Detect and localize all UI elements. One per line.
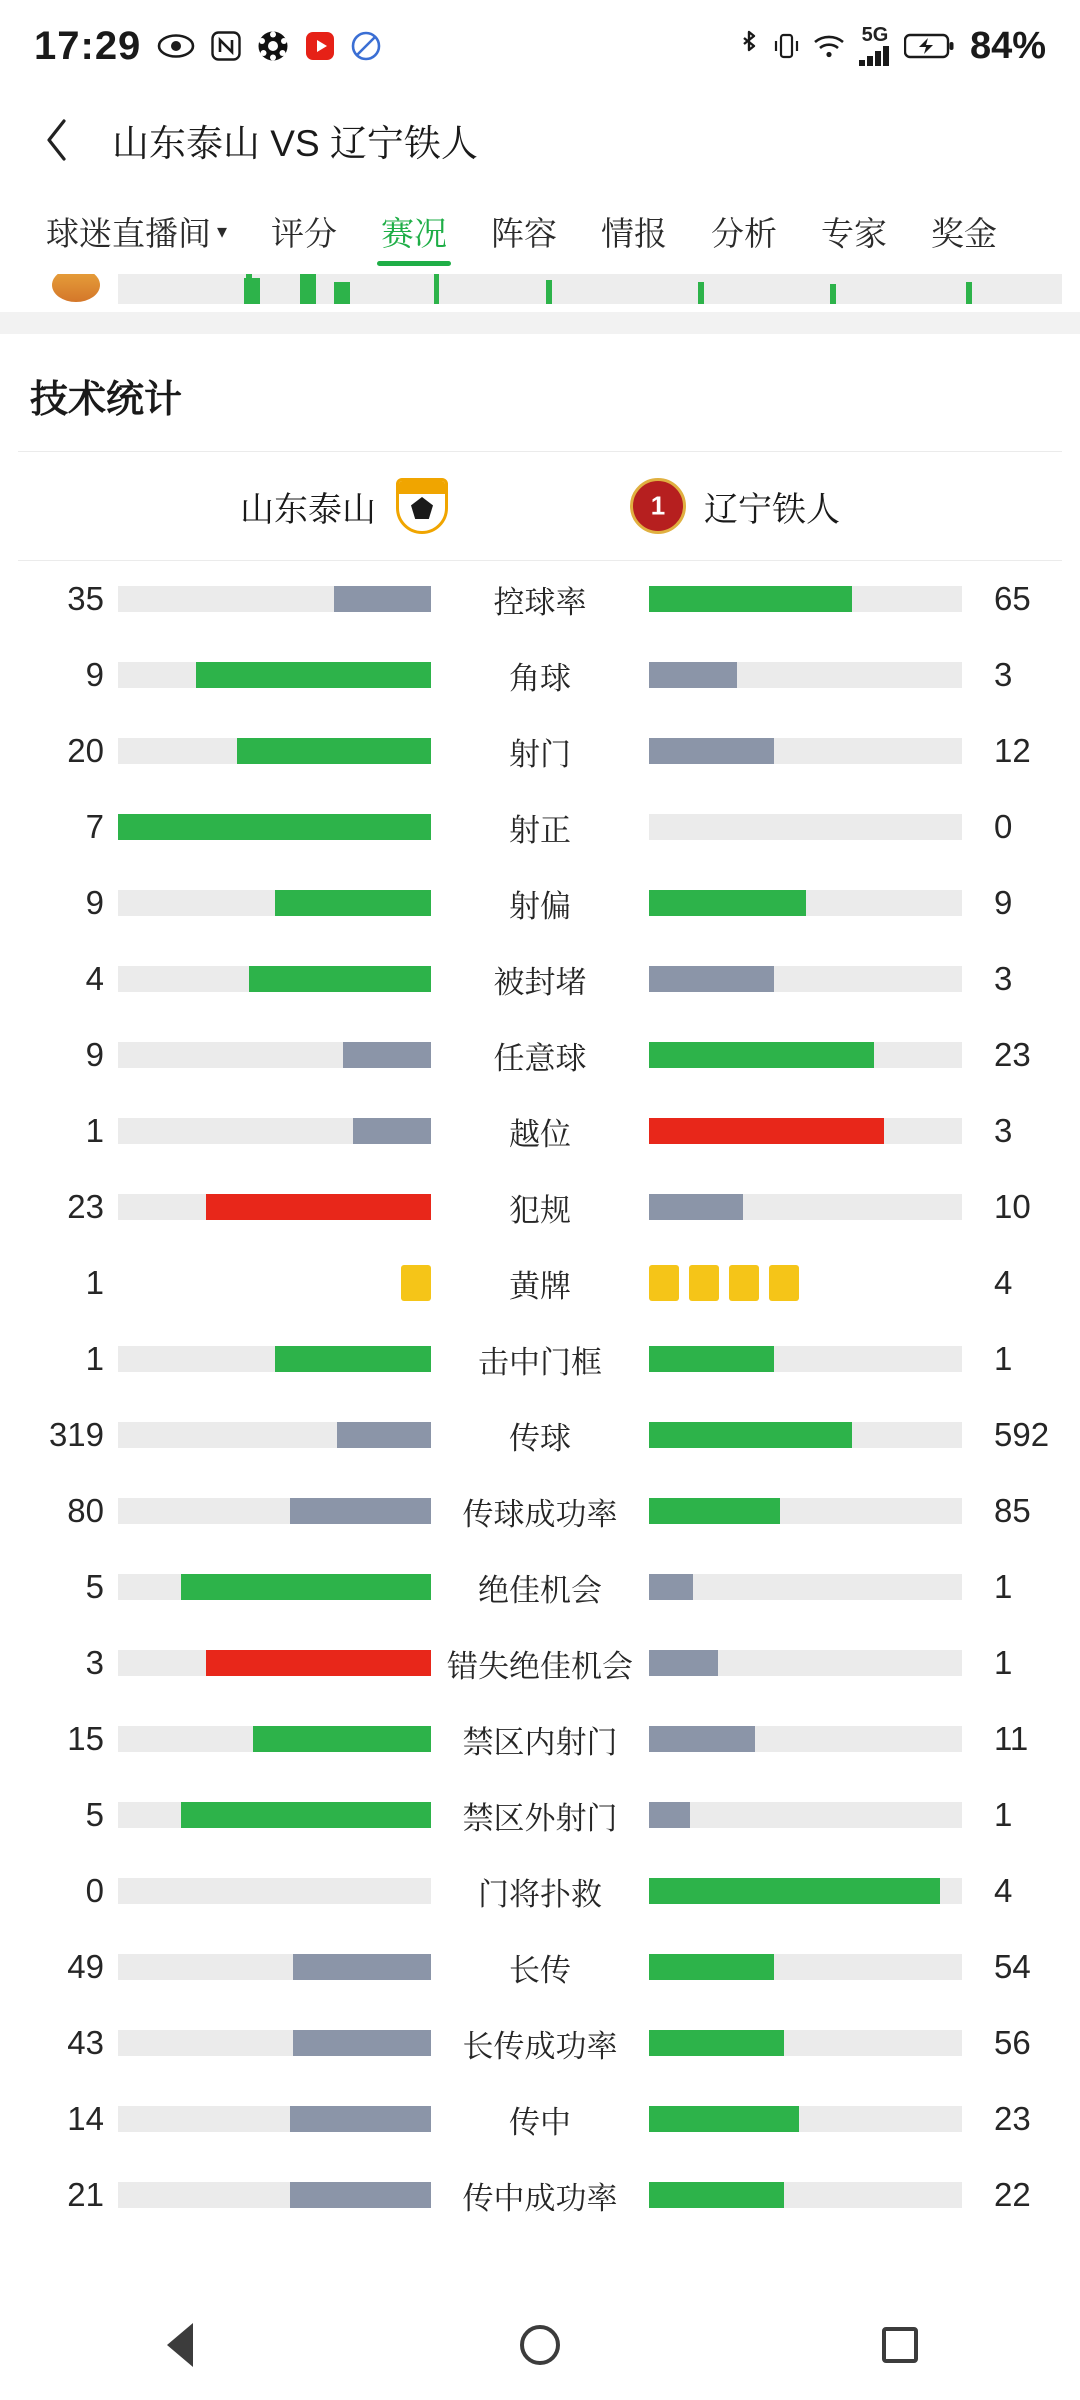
tab-label: 情报	[601, 214, 668, 252]
away-value: 10	[994, 1188, 1031, 1225]
stat-label: 错失绝佳机会	[447, 1648, 633, 1684]
away-value: 23	[994, 2100, 1031, 2137]
tab-expert[interactable]	[799, 188, 909, 274]
stat-row	[0, 1929, 1080, 2005]
home-bar-track	[118, 1954, 431, 1980]
home-bar-fill	[237, 738, 431, 764]
nav-recent-icon[interactable]	[878, 2323, 922, 2367]
away-value: 56	[994, 2024, 1031, 2061]
stat-label: 犯规	[509, 1192, 571, 1228]
away-value: 4	[994, 1872, 1013, 1909]
away-yellow-cards	[649, 1270, 962, 1296]
home-bar-fill	[253, 1726, 431, 1752]
stat-label: 角球	[509, 660, 571, 696]
stat-label: 射偏	[509, 888, 571, 924]
away-bar-fill	[649, 890, 806, 916]
nav-home-icon[interactable]	[518, 2323, 562, 2367]
away-team	[630, 478, 840, 534]
eye-icon	[157, 33, 195, 59]
home-bar-fill	[206, 1650, 431, 1676]
away-bar-track	[649, 1042, 962, 1068]
battery-percent: 84%	[969, 24, 1046, 67]
section-gap	[0, 312, 1080, 334]
stat-row	[0, 561, 1080, 637]
stat-label: 被封堵	[493, 964, 587, 1000]
away-bar-track	[649, 586, 962, 612]
home-bar-fill	[275, 1346, 432, 1372]
stat-row	[0, 941, 1080, 1017]
home-bar-fill	[181, 1802, 431, 1828]
stat-label: 门将扑救	[478, 1876, 602, 1912]
away-bar-fill	[649, 1346, 774, 1372]
home-bar-fill	[118, 814, 431, 840]
yellow-card-icon	[689, 1265, 719, 1301]
chevron-down-icon: ▾	[217, 220, 228, 243]
home-value: 9	[85, 884, 104, 921]
tab-label: 专家	[821, 214, 888, 252]
home-value: 21	[67, 2176, 104, 2213]
away-bar-track	[649, 1346, 962, 1372]
home-bar-fill	[353, 1118, 431, 1144]
stat-label: 传球成功率	[462, 1496, 618, 1532]
stat-label: 长传	[509, 1952, 571, 1988]
avatar	[52, 274, 100, 302]
home-value: 14	[67, 2100, 104, 2137]
home-value: 9	[85, 656, 104, 693]
home-value: 49	[67, 1948, 104, 1985]
away-bar-fill	[649, 662, 737, 688]
back-button[interactable]	[30, 113, 84, 167]
home-bar-fill	[196, 662, 431, 688]
home-value: 1	[85, 1264, 104, 1301]
home-value: 0	[85, 1872, 104, 1909]
home-value: 43	[67, 2024, 104, 2061]
stat-row	[0, 1169, 1080, 1245]
stat-label: 绝佳机会	[478, 1572, 602, 1608]
home-yellow-cards	[118, 1270, 431, 1296]
status-bar	[0, 0, 1080, 92]
away-value: 9	[994, 884, 1013, 921]
yellow-card-icon	[401, 1265, 431, 1301]
home-bar-track	[118, 2030, 431, 2056]
away-value: 592	[994, 1416, 1050, 1453]
tab-label: 赛况	[381, 214, 448, 252]
away-bar-track	[649, 1422, 962, 1448]
timeline-strip	[0, 274, 1080, 312]
home-value: 319	[48, 1416, 104, 1453]
stat-row	[0, 1017, 1080, 1093]
away-bar-track	[649, 1574, 962, 1600]
away-bar-track	[649, 738, 962, 764]
status-bar-left	[34, 24, 381, 69]
section-title: 技术统计	[0, 334, 1080, 451]
home-bar-track	[118, 1802, 431, 1828]
away-value: 1	[994, 1568, 1013, 1605]
away-bar-track	[649, 1954, 962, 1980]
home-bar-fill	[275, 890, 432, 916]
home-bar-track	[118, 1346, 431, 1372]
away-bar-fill	[649, 2106, 799, 2132]
soccer-app-icon	[257, 30, 289, 62]
away-value: 3	[994, 1112, 1013, 1149]
page-title: 山东泰山 VS 辽宁铁人	[112, 123, 478, 164]
stat-row	[0, 1625, 1080, 1701]
timeline-marker	[434, 274, 439, 304]
home-value: 9	[85, 1036, 104, 1073]
timeline-tick	[300, 274, 316, 304]
battery-charging-icon	[904, 32, 954, 60]
away-bar-fill	[649, 1802, 690, 1828]
away-bar-track	[649, 1194, 962, 1220]
away-value: 1	[994, 1644, 1013, 1681]
away-bar-fill	[649, 1726, 755, 1752]
stat-row	[0, 865, 1080, 941]
away-bar-fill	[649, 1954, 774, 1980]
away-value: 54	[994, 1948, 1031, 1985]
home-bar-track	[118, 1574, 431, 1600]
home-value: 35	[67, 580, 104, 617]
home-bar-fill	[206, 1194, 431, 1220]
home-bar-fill	[181, 1574, 431, 1600]
stat-row	[0, 1853, 1080, 1929]
yellow-card-icon	[649, 1265, 679, 1301]
blocked-icon	[351, 31, 381, 61]
away-value: 12	[994, 732, 1031, 769]
tab-label: 球迷直播间	[46, 214, 211, 252]
stat-label: 黄牌	[509, 1268, 571, 1304]
away-bar-fill	[649, 2182, 784, 2208]
tab-match-status[interactable]	[359, 188, 469, 274]
home-bar-track	[118, 738, 431, 764]
away-bar-track	[649, 1878, 962, 1904]
home-bar-track	[118, 2106, 431, 2132]
stat-row	[0, 1245, 1080, 1321]
stat-row	[0, 2005, 1080, 2081]
away-value: 3	[994, 656, 1013, 693]
away-bar-fill	[649, 1878, 940, 1904]
away-bar-fill	[649, 738, 774, 764]
timeline-tick	[830, 284, 836, 304]
signal-5g-icon	[858, 25, 892, 67]
away-value: 65	[994, 580, 1031, 617]
away-bar-track	[649, 814, 962, 840]
home-value: 1	[85, 1340, 104, 1377]
away-bar-fill	[649, 2030, 784, 2056]
tab-label: 评分	[271, 214, 338, 252]
stat-row	[0, 1777, 1080, 1853]
tab-analysis[interactable]	[689, 188, 799, 274]
wifi-icon	[812, 32, 846, 60]
vibrate-icon	[772, 30, 800, 62]
tab-bonus[interactable]	[909, 188, 1019, 274]
home-value: 1	[85, 1112, 104, 1149]
home-bar-track	[118, 586, 431, 612]
bluetooth-icon	[738, 29, 760, 63]
tab-bar[interactable]	[0, 188, 1080, 274]
home-value: 4	[85, 960, 104, 997]
away-value: 1	[994, 1340, 1013, 1377]
timeline-tick	[334, 282, 350, 304]
away-value: 85	[994, 1492, 1031, 1529]
title-bar	[0, 92, 1080, 188]
stat-row	[0, 1473, 1080, 1549]
home-bar-track	[118, 1422, 431, 1448]
nfc-icon	[211, 31, 241, 61]
stat-label: 击中门框	[478, 1344, 602, 1380]
stat-label: 传中成功率	[462, 2180, 618, 2216]
away-team-name: 辽宁铁人	[704, 490, 840, 529]
away-bar-fill	[649, 586, 852, 612]
stat-label: 任意球	[493, 1040, 587, 1076]
away-bar-fill	[649, 1498, 780, 1524]
tab-live-room[interactable]	[24, 188, 249, 274]
away-bar-fill	[649, 1650, 718, 1676]
home-bar-fill	[290, 2182, 431, 2208]
network-label: 5G	[861, 24, 889, 46]
home-value: 23	[67, 1188, 104, 1225]
stat-label: 控球率	[493, 584, 587, 620]
home-bar-track	[118, 890, 431, 916]
home-value: 20	[67, 732, 104, 769]
away-value: 1	[994, 1796, 1013, 1833]
away-value: 23	[994, 1036, 1031, 1073]
away-bar-track	[649, 890, 962, 916]
stat-label: 禁区内射门	[462, 1724, 618, 1760]
home-value: 5	[85, 1796, 104, 1833]
timeline-tick	[966, 282, 972, 304]
stat-row	[0, 1321, 1080, 1397]
stat-label: 禁区外射门	[462, 1800, 618, 1836]
stat-label: 射门	[509, 736, 571, 772]
tab-label: 阵容	[491, 214, 558, 252]
away-bar-track	[649, 662, 962, 688]
home-value: 7	[85, 808, 104, 845]
team-header	[0, 452, 1080, 560]
home-bar-track	[118, 1498, 431, 1524]
away-bar-track	[649, 1726, 962, 1752]
home-bar-track	[118, 2182, 431, 2208]
away-bar-fill	[649, 1118, 884, 1144]
play-video-icon	[305, 31, 335, 61]
home-bar-track	[118, 1042, 431, 1068]
stat-label: 越位	[509, 1116, 571, 1152]
system-nav-bar[interactable]	[0, 2290, 1080, 2400]
yellow-card-icon	[769, 1265, 799, 1301]
away-bar-track	[649, 966, 962, 992]
stat-row	[0, 713, 1080, 789]
away-bar-track	[649, 2182, 962, 2208]
yellow-card-icon	[729, 1265, 759, 1301]
stat-row	[0, 1549, 1080, 1625]
home-team-name: 山东泰山	[240, 490, 376, 529]
home-bar-track	[118, 1118, 431, 1144]
stat-row	[0, 1701, 1080, 1777]
stats-table	[0, 561, 1080, 2233]
away-bar-fill	[649, 1422, 852, 1448]
home-bar-track	[118, 1194, 431, 1220]
away-value: 4	[994, 1264, 1013, 1301]
home-team	[240, 478, 450, 534]
home-bar-track	[118, 1726, 431, 1752]
tab-rating[interactable]	[249, 188, 359, 274]
home-bar-fill	[343, 1042, 431, 1068]
timeline-tick	[546, 280, 552, 304]
home-bar-fill	[249, 966, 431, 992]
home-bar-track	[118, 1650, 431, 1676]
stat-row	[0, 2081, 1080, 2157]
timeline-tick	[698, 282, 704, 304]
stat-row	[0, 637, 1080, 713]
home-bar-fill	[334, 586, 431, 612]
stat-row	[0, 2157, 1080, 2233]
tab-label: 奖金	[931, 214, 998, 252]
away-bar-track	[649, 1118, 962, 1144]
tab-lineup[interactable]	[469, 188, 579, 274]
away-value: 11	[994, 1720, 1029, 1757]
away-value: 0	[994, 808, 1013, 845]
status-time: 17:29	[34, 23, 142, 68]
stat-label: 传中	[509, 2104, 571, 2140]
home-value: 5	[85, 1568, 104, 1605]
home-value: 80	[67, 1492, 104, 1529]
tab-intel[interactable]	[579, 188, 689, 274]
status-bar-right	[738, 25, 1046, 68]
away-bar-fill	[649, 1042, 874, 1068]
stat-row	[0, 1397, 1080, 1473]
home-bar-track	[118, 814, 431, 840]
tab-label: 分析	[711, 214, 778, 252]
home-bar-track	[118, 662, 431, 688]
home-bar-track	[118, 1878, 431, 1904]
home-crest-icon	[394, 478, 450, 534]
home-bar-fill	[293, 1954, 431, 1980]
timeline-tick	[246, 274, 252, 304]
home-bar-fill	[290, 1498, 431, 1524]
away-crest-icon	[630, 478, 686, 534]
home-value: 3	[85, 1644, 104, 1681]
away-bar-fill	[649, 1574, 693, 1600]
away-bar-track	[649, 1650, 962, 1676]
stat-label: 传球	[509, 1420, 571, 1456]
away-bar-track	[649, 1802, 962, 1828]
away-value: 22	[994, 2176, 1031, 2213]
away-bar-fill	[649, 966, 774, 992]
home-bar-track	[118, 966, 431, 992]
away-bar-track	[649, 1498, 962, 1524]
stat-label: 射正	[509, 812, 571, 848]
away-value: 3	[994, 960, 1013, 997]
stat-row	[0, 1093, 1080, 1169]
home-bar-fill	[293, 2030, 431, 2056]
away-bar-track	[649, 2030, 962, 2056]
stat-label: 长传成功率	[462, 2028, 618, 2064]
home-bar-fill	[337, 1422, 431, 1448]
away-bar-fill	[649, 1194, 743, 1220]
away-bar-track	[649, 2106, 962, 2132]
home-value: 15	[67, 1720, 104, 1757]
nav-back-icon[interactable]	[158, 2323, 202, 2367]
stat-row	[0, 789, 1080, 865]
home-bar-fill	[290, 2106, 431, 2132]
